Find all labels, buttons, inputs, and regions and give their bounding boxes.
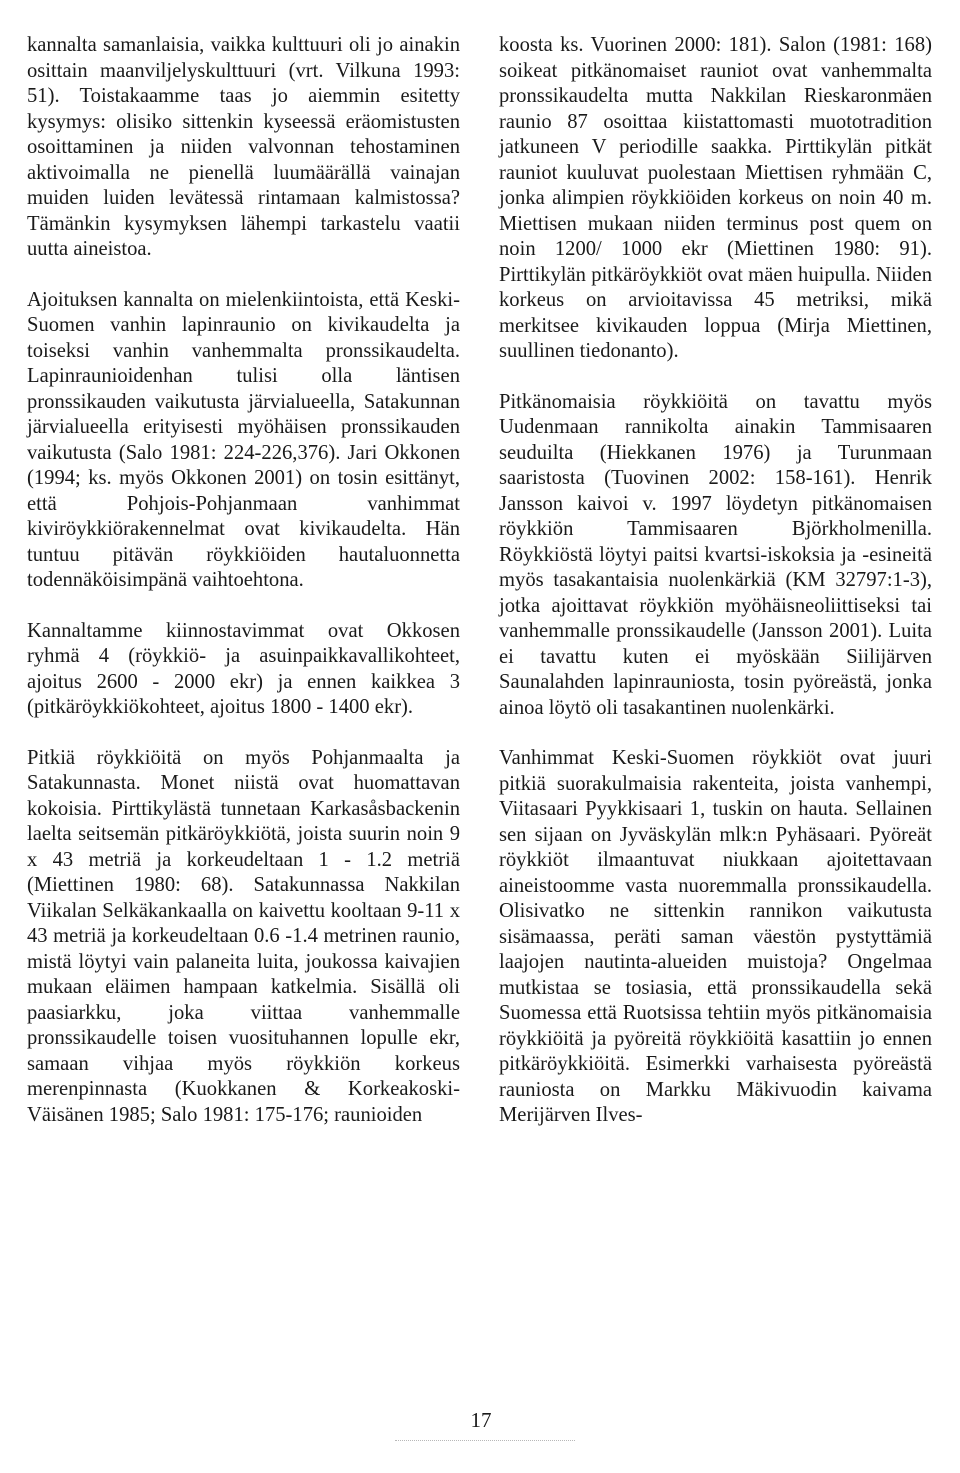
page-number: 17 (470, 1408, 492, 1432)
paragraph: Vanhimmat Keski-Suomen röykkiöt ovat juuri pitkiä suorakulmaisia rakenteita, joista vanhempi, Viitasaari Pyykkisaari 1, tuskin on hauta. Sellainen sen sijaan on Jyväskylän mlk:n Pyhäsaari. Pyöreät röykkiöt ilmaantuvat niukkaan ajoitettavaan aineistoomme vasta nuoremmalla pronssikaudella. Olisivatko ne sittenkin rannikon vaikutusta sisämaassa, peräti saman väestön pystyttämiä laajojen nautinta-alueiden muistoja? Ongelmaa mutkistaa se tosiasia, että pronssikaudella sekä Suomessa että Ruotsissa tehtiin myös pitkänomaisia röykkiöitä ja pyöreitä röykkiöitä kasattiin jo ennen pitkäröykkiöitä. Esimerkki varhaisesta pyöreästä rauniosta on Markku Mäkivuodin kaivama Merijärven Ilves- (499, 747, 932, 1126)
paragraph: kannalta samanlaisia, vaikka kulttuuri oli jo ainakin osittain maanviljelyskulttuuri (vrt. Vilkuna 1993: 51). Toistakaamme taas jo aiemmin esitetty kysymys: olisiko sittenkin kyseessä eräomistusten osoittaminen ja niiden valvonnan tehostaminen aktivoimalla ne pienellä luumäärällä vainajan muiden luiden levätessä rintamaan kalmistossa? Tämänkin kysymyksen lähempi tarkastelu vaatii uutta aineistoa. (27, 34, 460, 260)
footer-rule (395, 1440, 575, 1441)
paragraph: Kannaltamme kiinnostavimmat ovat Okkosen ryhmä 4 (röykkiö- ja asuinpaikkavallikohteet, ajoitus 2600 - 2000 ekr) ja ennen kaikkea 3 (pitkäröykkiökohteet, ajoitus 1800 - 1400 ekr). (27, 619, 460, 718)
paragraph: Pitkiä röykkiöitä on myös Pohjanmaalta ja Satakunnasta. Monet niistä ovat huomattavan kokoisia. Pirttikylästä tunnetaan Karkasåsbackenin laelta seitsemän pitkäröykkiötä, joista suurin noin 9 x 43 metriä ja korkeudeltaan 1 - 1.2 metriä (Miettinen 1980: 68). Satakunnassa Nakkilan Viikalan Selkäkankaalla on kaivettu kooltaan 9-11 x 43 metriä ja korkeudeltaan 0.6 -1.4 metrinen raunio, mistä löytyi vain palaneita luita, joukossa kaivajien mukaan eläimen hampaan katkelmia. Sisällä oli paasiarkku, joka viittaa vanhemmalle pronssikaudelle toisen vuosituhannen lopulle ekr, samaan vihjaa myös röykkiön korkeus merenpinnasta (Kuokkanen & Korkeakoski-Väisänen 1985; Salo 1981: 175-176; raunioiden (27, 746, 460, 1126)
paragraph: Ajoituksen kannalta on mielenkiintoista, että Keski-Suomen vanhin lapinraunio on kivikaudelta ja toiseksi vanhin vanhemmalta pronssikaudelta. Lapinraunioidenhan tulisi olla läntisen pronssikauden vaikutusta järvialueella, Satakunnan järvialueella erityisesti myöhäisen pronssikauden vaikutusta (Salo 1981: 224-226,376). Jari Okkonen (1994; ks. myös Okkonen 2001) on tosin esittänyt, että Pohjois-Pohjanmaan vanhimmat kiviröykkiörakennelmat ovat kivikaudelta. Hän tuntuu pitävän röykkiöiden hautaluonnetta todennäköisimpänä vaihtoehtona. (27, 288, 460, 591)
paragraph: Pitkänomaisia röykkiöitä on tavattu myös Uudenmaan rannikolta ainakin Tammisaaren seuduilta (Hiekkanen 1976) ja Turunmaan saaristosta (Tuovinen 2002: 158-161). Henrik Jansson kaivoi v. 1997 löydetyn pitkänomaisen röykkiön Tammisaaren Björkholmenilla. Röykkiöstä löytyi paitsi kvartsi-iskoksia ja -esineitä myös tasakantaisia nuolenkärkiä (KM 32797:1-3), jotka ajoittavat röykkiön myöhäisneoliittiseksi tai vanhemmalle pronssikaudelle (Jansson 2001). Luita ei tavattu kuten ei myöskään Siilijärven Saunalahden lapinrauniosta, tosin pyöreästä, jonka ainoa löytö oli tasakantinen nuolenkärki. (499, 390, 932, 719)
paragraph: koosta ks. Vuorinen 2000: 181). Salon (1981: 168) soikeat pitkänomaiset rauniot ovat vanhemmalta pronssikaudelta mutta Nakkilan Rieskaronmäen raunio 87 osoittaa kiistattomasti muototradition jatkuneen V periodille saakka. Pirttikylän pitkät rauniot kuuluvat puolestaan Miettisen ryhmään C, jonka alimpien röykkiöiden korkeus on noin 40 m. Miettisen mukaan niiden terminus post quem on noin 1200/ 1000 ekr (Miettinen 1980: 91). Pirttikylän pitkäröykkiöt ovat mäen huipulla. Niiden korkeus on arvioitavissa 45 metriksi, mikä merkitsee kivikauden loppua (Mirja Miettinen, suullinen tiedonanto). (499, 34, 932, 362)
left-column (27, 33, 460, 1128)
right-column (499, 33, 932, 1129)
